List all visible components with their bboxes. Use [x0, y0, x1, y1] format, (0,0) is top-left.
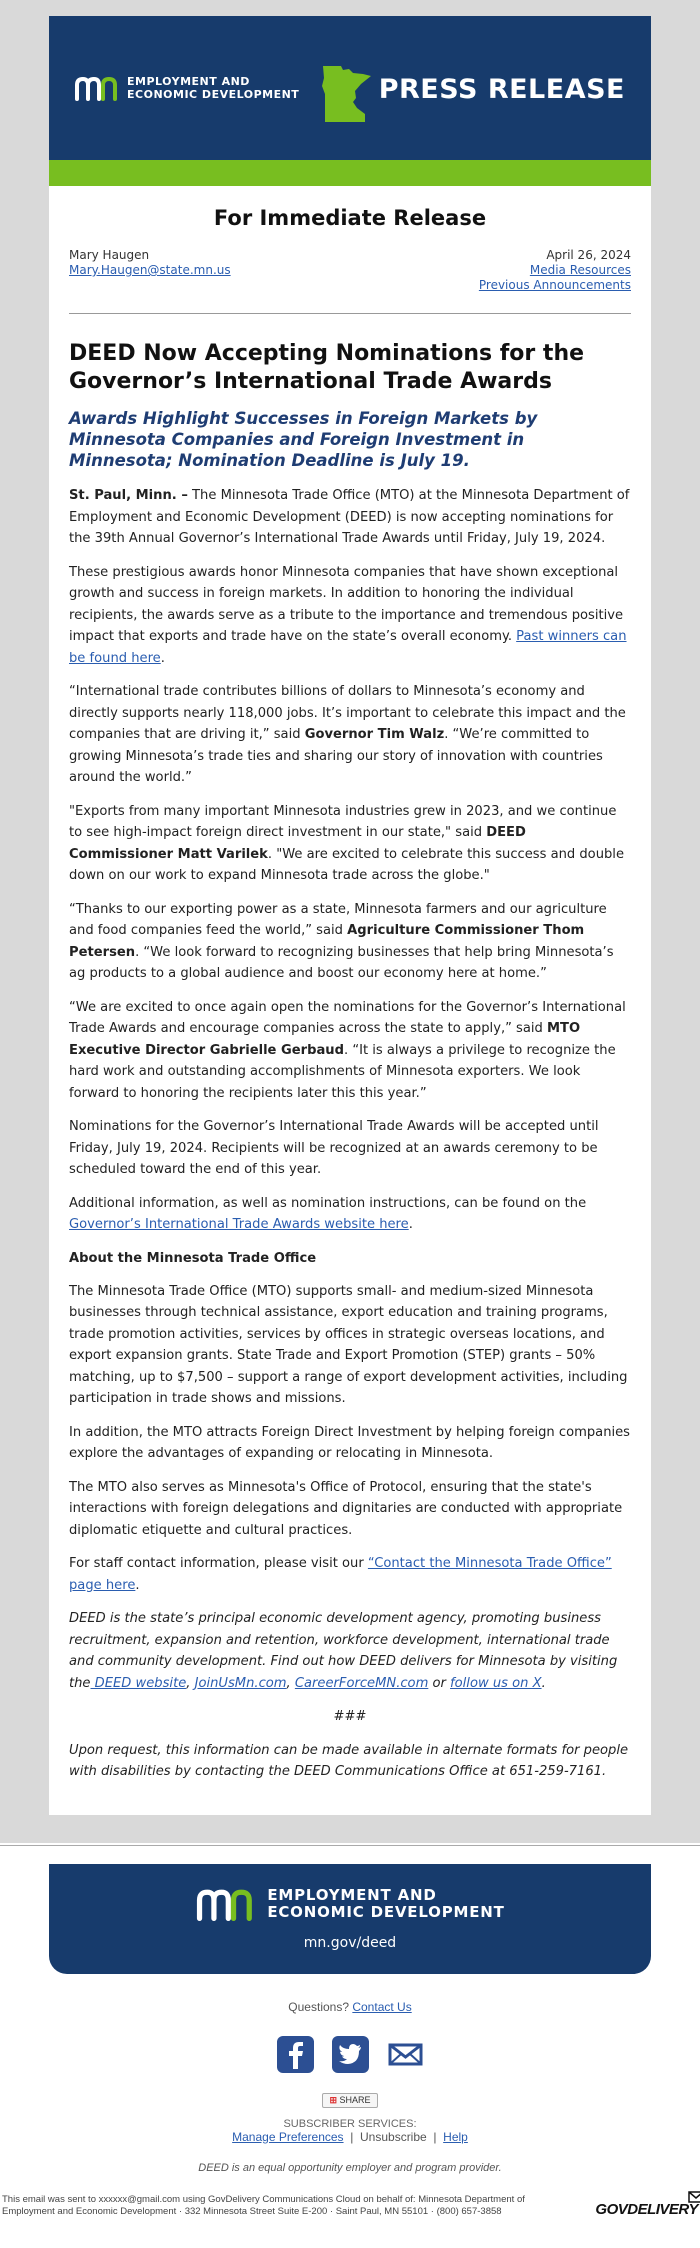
trade-awards-website-link[interactable]: Governor’s International Trade Awards website here [69, 1217, 409, 1232]
separator: , [186, 1675, 195, 1691]
paragraph-4-text-b: . "We are excited to celebrate this success and double down on our work to expand Minnesota trade across the globe." [69, 846, 624, 883]
date-and-links [479, 248, 631, 293]
govdelivery-brand: GOVDELIVERY [595, 2200, 698, 2218]
twitter-icon[interactable] [332, 2036, 369, 2073]
subscriber-links [0, 2130, 700, 2144]
about-heading: About the Minnesota Trade Office [69, 1250, 317, 1266]
share-icon: ⊞ [329, 2094, 337, 2105]
govdelivery-logo [595, 2201, 698, 2218]
logo-text [127, 75, 299, 101]
end-marks: ### [333, 1709, 367, 1724]
paragraph-14: Upon request, this information can be made available in alternate formats for people with disabilities by contacting the DEED Communications Office at 651-259-7161. [69, 1742, 629, 1779]
paragraph-2-text: These prestigious awards honor Minnesota companies that have shown exceptional growth and success in foreign markets. In addition to honoring the individual recipients, the awards serve as a tribute to the importance and tremendous positive impact that exports and trade have on the state’s overall economy. [69, 564, 624, 644]
paragraph-13-text: DEED is the state’s principal economic development agency, promoting business recruitment, expansion and retention, workforce development, international trade and community development. Find out how DEED delivers for Minnesota by visiting the [69, 1611, 618, 1691]
footer-section [0, 1845, 700, 2224]
paragraph-13 [69, 1608, 631, 1694]
paragraph-4-text-a: "Exports from many important Minnesota industries grew in 2023, and we continue to see high-impact foreign direct investment in our state," said [69, 803, 617, 840]
paragraph-3-text-b: . “We’re committed to growing Minnesota’s trade ties and sharing our story of innovation with countries around the world.” [69, 727, 603, 785]
paragraph-8-end: . [408, 1217, 413, 1232]
paragraph-6-text-b: . “It is always a privilege to recognize the hard work and outstanding accomplishments of Minnesota exporters. We look forward to honoring the recipients later this this year.” [69, 1042, 616, 1101]
header-banner [49, 16, 651, 160]
manage-preferences-link[interactable]: Manage Preferences [232, 2129, 344, 2144]
paragraph-9: The Minnesota Trade Office (MTO) supports small- and medium-sized Minnesota businesses through technical assistance, export education and training programs, trade promotion activities, services by offices in strategic overseas locations, and export expansion grants. State Trade and Export Promotion (STEP) grants – 50% matching, up to $7,500 – support a range of export development activities, including participation in trade shows and missions. [69, 1283, 628, 1406]
footer-url: mn.gov/deed [303, 1934, 397, 1951]
media-resources-link[interactable]: Media Resources [529, 263, 631, 277]
paragraph-6-text-a: “We are excited to once again open the nominations for the Governor’s International Trade Awards and encourage companies across the state to apply,” said [69, 999, 626, 1036]
subheadline: Awards Highlight Successes in Foreign Markets by Minnesota Companies and Foreign Investment in Minnesota; Nomination Deadline is July 19. [69, 409, 538, 470]
unsubscribe-link[interactable]: Unsubscribe [360, 2129, 427, 2144]
paragraph-12 [69, 1553, 631, 1596]
past-winners-link[interactable]: Past winners can be found here [69, 629, 627, 666]
footer-logo-text [267, 1887, 504, 1921]
commissioner-name: DEED Commissioner Matt Varilek [69, 825, 526, 862]
paragraph-2 [69, 562, 631, 670]
questions-text: Questions? [288, 1999, 353, 2014]
paragraph-1 [69, 485, 631, 550]
questions-line [0, 2000, 700, 2014]
social-icons [0, 2036, 700, 2073]
contact-us-link[interactable]: Contact Us [352, 1999, 412, 2014]
contact-row [69, 248, 631, 293]
paragraph-13-end: . [541, 1675, 546, 1691]
paragraph-5-text-b: . “We look forward to recognizing businesses that help bring Minnesota’s ag products to a global audience and boost our economy here at home.” [69, 944, 614, 981]
separator: or [428, 1675, 451, 1691]
dateline: St. Paul, Minn. – [69, 488, 188, 503]
contact-email-link[interactable]: Mary.Haugen@state.mn.us [69, 263, 231, 277]
separator: | [426, 2129, 444, 2144]
bottom-row [0, 2174, 700, 2224]
email-icon[interactable] [387, 2036, 424, 2073]
minnesota-state-icon [319, 64, 373, 124]
previous-announcements-link[interactable]: Previous Announcements [478, 278, 631, 292]
mto-director-name: MTO Executive Director Gabrielle Gerbaud [69, 1021, 581, 1058]
for-immediate-release: For Immediate Release [213, 206, 487, 230]
mn-logo-icon [195, 1887, 259, 1921]
contact-name: Mary Haugen [69, 248, 150, 262]
footer-banner [49, 1864, 651, 1974]
paragraph-12-end: . [135, 1577, 140, 1593]
equal-opportunity-statement: DEED is an equal opportunity employer and program provider. [198, 2161, 502, 2174]
paragraph-2-end: . [160, 650, 165, 666]
paragraph-3 [69, 681, 631, 789]
subscriber-services-label: SUBSCRIBER SERVICES: [283, 2117, 417, 2130]
divider [69, 313, 631, 314]
deed-logo [75, 75, 299, 101]
facebook-icon[interactable] [277, 2036, 314, 2073]
green-accent-bar [49, 160, 651, 186]
paragraph-1-text: The Minnesota Trade Office (MTO) at the Minnesota Department of Employment and Economic Development (DEED) is now accepting nominations for the 39th Annual Governor’s International Trade Awards until Friday, July 19, 2024. [69, 488, 630, 546]
follow-on-x-link[interactable]: follow us on X [450, 1675, 542, 1691]
footer-logo-line-1: EMPLOYMENT AND [267, 1885, 437, 1904]
paragraph-4 [69, 801, 631, 887]
paragraph-8 [69, 1193, 631, 1236]
paragraph-7: Nominations for the Governor’s International Trade Awards will be accepted until Friday, July 19, 2024. Recipients will be recognized at an awards ceremony to be scheduled toward the end of this year. [69, 1119, 599, 1177]
share-label: SHARE [339, 2094, 371, 2105]
footer-logo-line-2: ECONOMIC DEVELOPMENT [267, 1902, 505, 1921]
paragraph-11: The MTO also serves as Minnesota's Office of Protocol, ensuring that the state's interactions with foreign delegations and dignitaries are conducted with appropriate diplomatic etiquette and cultural practices. [69, 1479, 623, 1538]
logo-line-2: ECONOMIC DEVELOPMENT [127, 88, 300, 101]
joinusmn-link[interactable]: JoinUsMn.com [194, 1675, 287, 1691]
release-date: April 26, 2024 [546, 248, 631, 262]
press-release-title: PRESS RELEASE [378, 74, 625, 105]
governor-name: Governor Tim Walz [304, 727, 445, 742]
paragraph-10: In addition, the MTO attracts Foreign Direct Investment by helping foreign companies explore the advantages of expanding or relocating in Minnesota. [69, 1424, 631, 1461]
separator: | [343, 2129, 360, 2144]
contact-info [69, 248, 231, 293]
paragraph-8-text: Additional information, as well as nomination instructions, can be found on the [69, 1195, 587, 1211]
careerforcemn-link[interactable]: CareerForceMN.com [294, 1675, 429, 1691]
headline: DEED Now Accepting Nominations for the Governor’s International Trade Awards [69, 341, 585, 394]
deed-website-link[interactable]: DEED website [90, 1675, 187, 1691]
govdelivery-footer [0, 2000, 700, 2224]
paragraph-12-text: For staff contact information, please visit our [69, 1556, 368, 1571]
paragraph-5-text-a: “Thanks to our exporting power as a state, Minnesota farmers and our agriculture and food companies feed the world,” said [69, 901, 607, 938]
separator: , [286, 1675, 295, 1691]
help-link[interactable]: Help [443, 2129, 468, 2144]
share-button[interactable] [322, 2093, 377, 2108]
agriculture-commissioner-name: Agriculture Commissioner Thom Petersen [69, 923, 585, 960]
footer-logo [195, 1887, 504, 1921]
release-content [49, 186, 651, 1815]
paragraph-6 [69, 997, 631, 1105]
paragraph-3-text-a: “International trade contributes billions of dollars to Minnesota’s economy and directly supports nearly 118,000 jobs. It’s important to celebrate this impact and the companies that are driving it,” said [69, 684, 626, 742]
sent-to-notice: This email was sent to xxxxxx@gmail.com using GovDelivery Communications Cloud on behalf of: Minnesota Department of Employment and Economic Development · 332 Minnesota Street Suite E-200 · Saint Paul, MN 55101 · (800) 657-3858 [2, 2193, 525, 2217]
press-release-card [49, 16, 651, 1815]
contact-trade-office-link[interactable]: “Contact the Minnesota Trade Office” page here [69, 1556, 612, 1593]
envelope-icon [688, 2191, 700, 2203]
paragraph-5 [69, 899, 631, 985]
logo-line-1: EMPLOYMENT AND [127, 75, 250, 88]
mn-logo-icon [75, 75, 121, 101]
